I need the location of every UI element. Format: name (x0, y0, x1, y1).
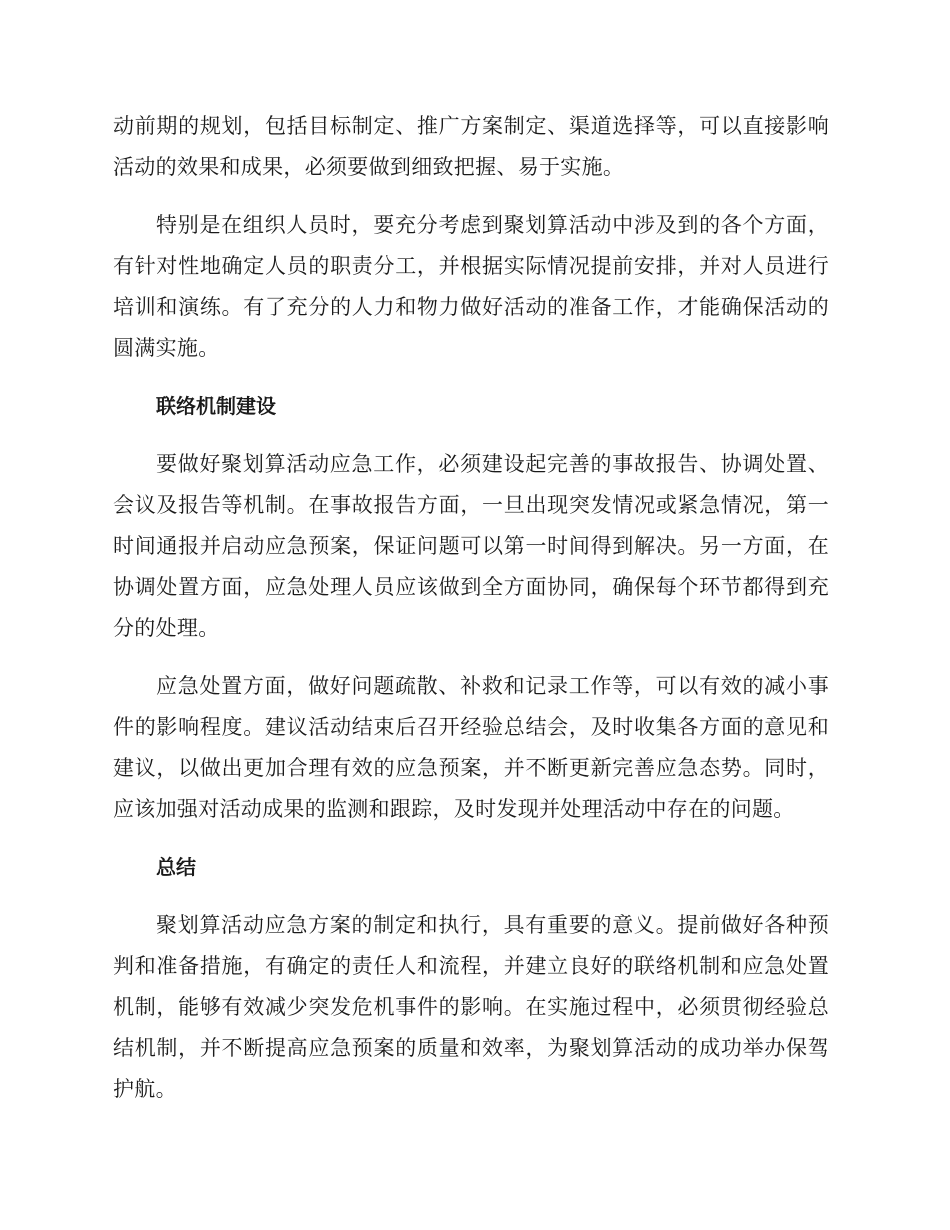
heading-liaison-mechanism: 联络机制建设 (156, 394, 276, 418)
heading-summary: 总结 (156, 855, 196, 879)
document-page (113, 106, 829, 1127)
paragraph-emergency-handling: 应急处置方面，做好问题疏散、补救和记录工作等，可以有效的减小事件的影响程度。建议活动结束后召开经验总结会，及时收集各方面的意见和建议，以做出更加合理有效的应急预案，并不断更新完善应急态势。同时，应该加强对活动成果的监测和跟踪，及时发现并处理活动中存在的问题。 (113, 674, 829, 821)
paragraph-personnel: 特别是在组织人员时，要充分考虑到聚划算活动中涉及到的各个方面，有针对性地确定人员的职责分工，并根据实际情况提前安排，并对人员进行培训和演练。有了充分的人力和物力做好活动的准备工作，才能确保活动的圆满实施。 (113, 213, 829, 360)
paragraph-reporting-mechanism: 要做好聚划算活动应急工作，必须建设起完善的事故报告、协调处置、会议及报告等机制。在事故报告方面，一旦出现突发情况或紧急情况，第一时间通报并启动应急预案，保证问题可以第一时间得到解决。另一方面，在协调处置方面，应急处理人员应该做到全方面协同，确保每个环节都得到充分的处理。 (113, 452, 829, 640)
paragraph-summary: 聚划算活动应急方案的制定和执行，具有重要的意义。提前做好各种预判和准备措施，有确定的责任人和流程，并建立良好的联络机制和应急处置机制，能够有效减少突发危机事件的影响。在实施过程中，必须贯彻经验总结机制，并不断提高应急预案的质量和效率，为聚划算活动的成功举办保驾护航。 (113, 913, 829, 1101)
paragraph-planning: 动前期的规划，包括目标制定、推广方案制定、渠道选择等，可以直接影响活动的效果和成果，必须要做到细致把握、易于实施。 (113, 114, 829, 179)
